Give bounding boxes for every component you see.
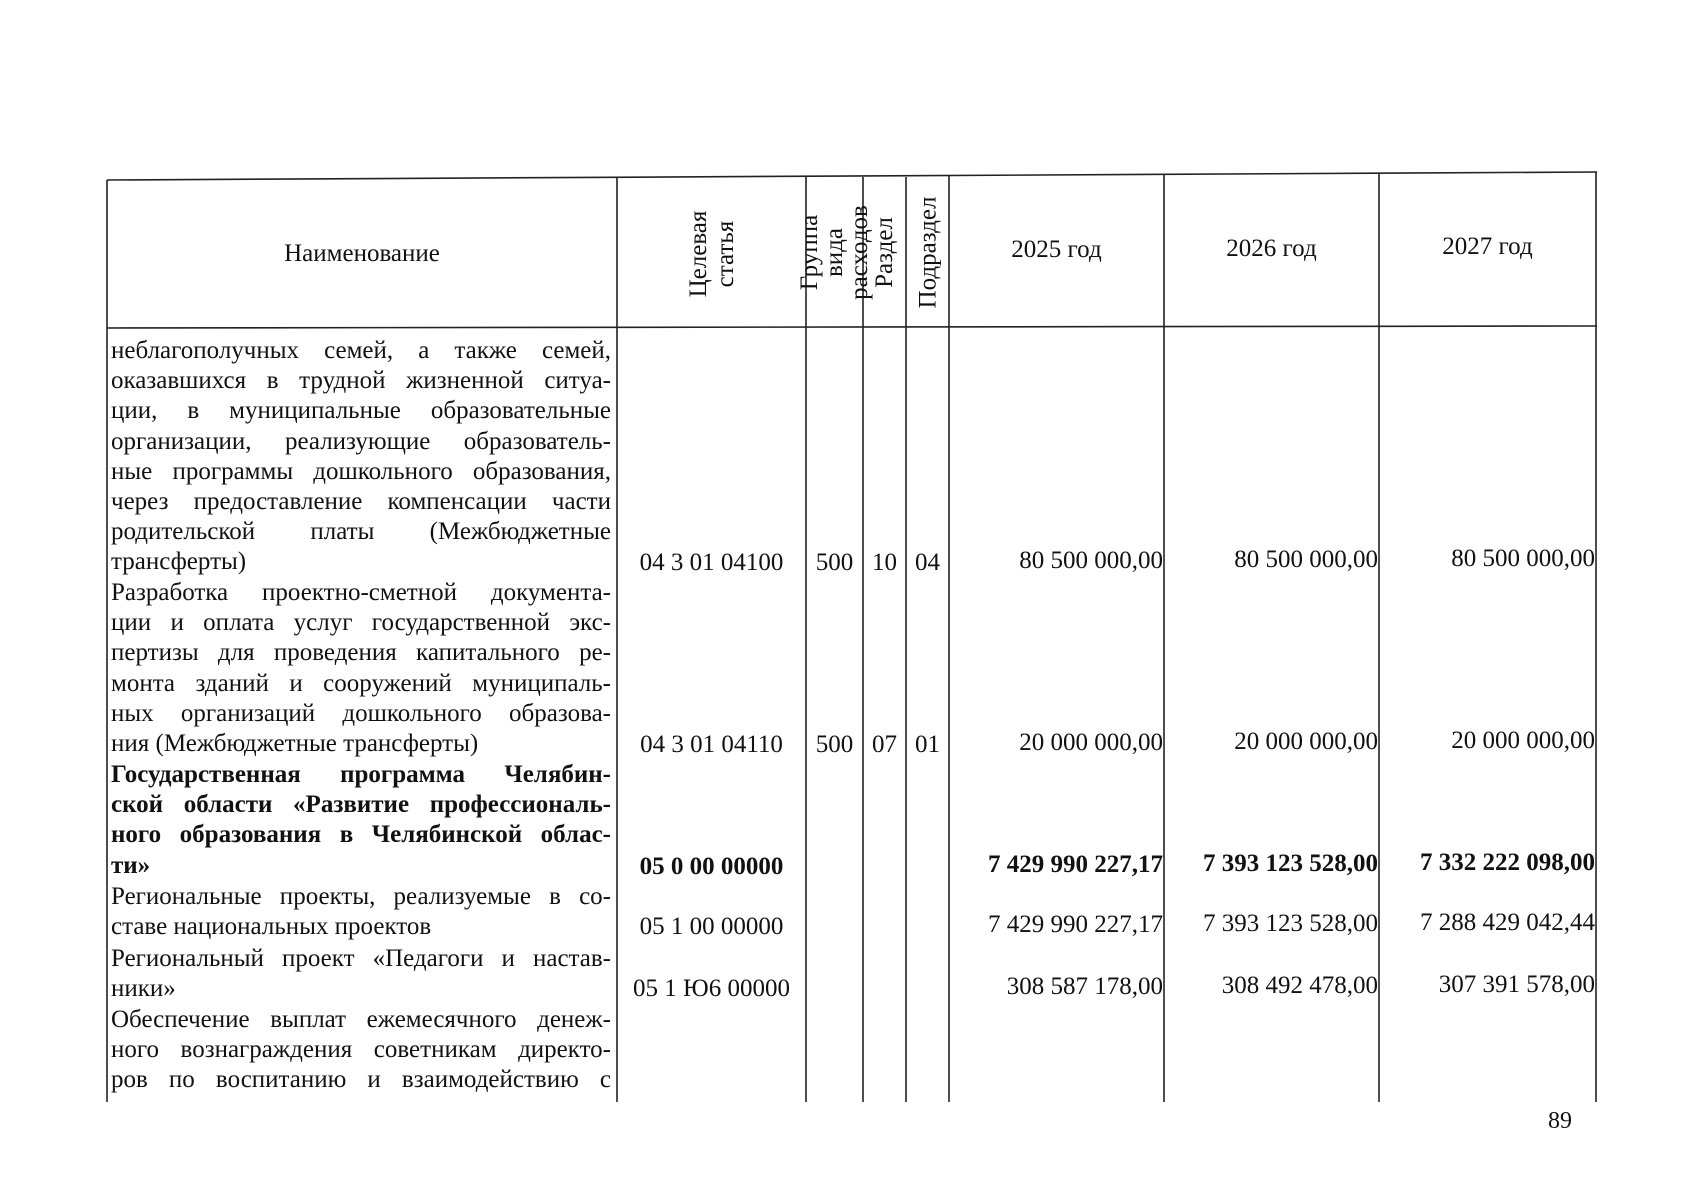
row-value-2025: 20 000 000,00 (1019, 729, 1163, 756)
row-value-2026: 80 500 000,00 (1234, 546, 1378, 573)
row-name-line: ного образования в Челябинской облас- (111, 821, 611, 849)
header-section-label: Раздел (871, 216, 898, 288)
row-name-line: пертизы для проведения капитального ре- (111, 639, 611, 667)
row-value-2026: 308 492 478,00 (1221, 972, 1378, 999)
row-name (111, 336, 611, 578)
header-target-article (617, 180, 806, 328)
row-value-2027: 20 000 000,00 (1451, 727, 1595, 754)
row-name-line: ской области «Развитие профессиональ- (111, 791, 611, 819)
row-target-article: 05 1 00 00000 (639, 913, 784, 940)
row-value-2025: 80 500 000,00 (1019, 547, 1163, 574)
row-value-2027: 307 391 578,00 (1438, 971, 1595, 998)
header-subsection-label: Подраздел (914, 196, 941, 308)
row-expense-group: 500 (815, 731, 854, 758)
header-expense-group (796, 177, 873, 327)
row-subsection: 04 (915, 549, 940, 576)
row-value-2026: 7 393 123 528,00 (1203, 910, 1378, 937)
header-year-2027-label: 2027 год (1442, 233, 1533, 260)
row-name-line: ники» (111, 975, 176, 1003)
header-year-2026-label: 2026 год (1226, 235, 1317, 262)
row-name-line: Разработка проектно-сметной документа- (111, 579, 611, 606)
row-name-line: ти» (111, 851, 151, 879)
row-name-line: неблагополучных семей, а также семей, (111, 337, 611, 364)
row-name-line: оказавшихся в трудной жизненной ситуа- (111, 367, 611, 395)
row-name (111, 944, 611, 1004)
row-value-2027: 80 500 000,00 (1451, 545, 1595, 572)
header-subsection (906, 177, 949, 327)
row-name-line: ции и оплата услуг государственной экс- (111, 609, 611, 637)
row-name-line: ров по воспитанию и взаимодействию с (111, 1066, 611, 1094)
row-target-article: 05 0 00 00000 (639, 853, 784, 880)
row-value-2026: 7 393 123 528,00 (1203, 850, 1378, 877)
row-name-line: Региональный проект «Педагоги и настав- (111, 945, 611, 972)
header-name-label: Наименование (284, 240, 440, 267)
row-name-line: трансферты) (111, 548, 247, 576)
row-name (111, 882, 611, 942)
row-subsection: 01 (915, 731, 940, 758)
header-year-2027 (1379, 173, 1596, 321)
row-name-line: родительской платы (Межбюджетные (111, 518, 611, 546)
row-name-line: Государственная программа Челябин- (111, 761, 611, 788)
page-number: 89 (1548, 1108, 1572, 1134)
row-name-line: через предоставление компенсации части (111, 488, 611, 516)
row-section: 10 (872, 549, 897, 576)
header-year-2026 (1164, 175, 1379, 323)
row-target-article: 04 3 01 04110 (640, 731, 783, 758)
row-section: 07 (872, 731, 897, 758)
header-year-2025-label: 2025 год (1011, 236, 1102, 263)
row-name-line: монта зданий и сооружений муниципаль- (111, 669, 611, 697)
header-target-article-label: Целевая статья (684, 210, 739, 298)
row-target-article: 05 1 Ю6 00000 (633, 975, 790, 1002)
row-name (111, 578, 611, 759)
row-value-2026: 20 000 000,00 (1234, 728, 1378, 755)
header-section (863, 177, 906, 327)
header-expense-group-label: Группа вида расходов (796, 204, 873, 300)
header-year-2025 (949, 176, 1164, 324)
row-name-line: Региональные проекты, реализуемые в со- (111, 883, 611, 910)
row-name-line: ставе национальных проектов (111, 913, 432, 941)
row-name-line: ные программы дошкольного образования, (111, 457, 611, 485)
row-name-line: ного вознаграждения советникам директо- (111, 1036, 611, 1064)
header-name (107, 180, 617, 328)
row-value-2025: 7 429 990 227,17 (988, 911, 1163, 938)
row-name-line: ных организаций дошкольного образова- (111, 699, 611, 727)
row-name-line: ции, в муниципальные образовательные (111, 397, 611, 425)
row-name (111, 760, 611, 881)
row-value-2025: 308 587 178,00 (1006, 973, 1163, 1000)
row-value-2027: 7 332 222 098,00 (1420, 849, 1595, 876)
row-name (111, 1005, 611, 1096)
row-name-line: Обеспечение выплат ежемесячного денеж- (111, 1006, 611, 1033)
row-value-2025: 7 429 990 227,17 (988, 851, 1163, 878)
row-target-article: 04 3 01 04100 (639, 549, 784, 576)
row-value-2027: 7 288 429 042,44 (1420, 909, 1595, 936)
row-name-line: организации, реализующие образователь- (111, 427, 611, 455)
row-expense-group: 500 (815, 549, 854, 576)
row-name-line: ния (Межбюджетные трансферты) (111, 730, 479, 758)
